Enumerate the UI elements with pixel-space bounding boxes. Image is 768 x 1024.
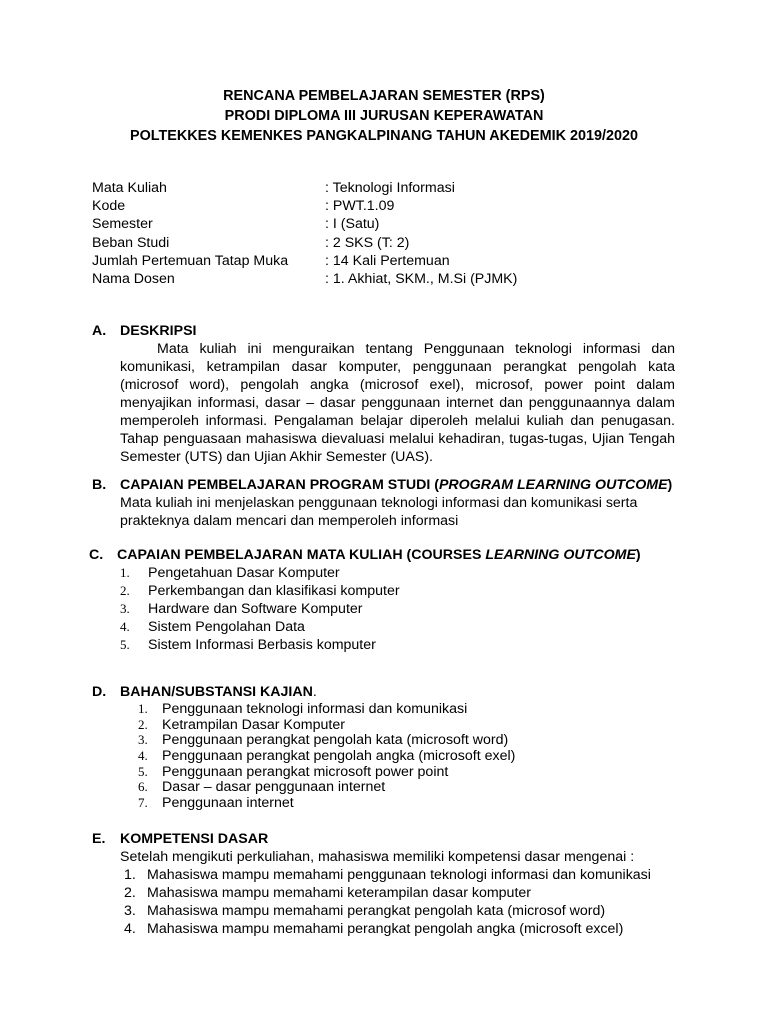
list-text: Hardware dan Software Komputer <box>148 600 363 617</box>
list-text: Penggunaan teknologi informasi dan komunikasi <box>162 701 468 717</box>
info-value: : 2 SKS (T: 2) <box>325 234 410 251</box>
info-label: Beban Studi <box>92 234 170 251</box>
info-row <box>92 179 517 197</box>
list-number: 3. <box>120 600 130 616</box>
list-item <box>120 600 400 618</box>
list-item <box>124 866 651 884</box>
list-text: Penggunaan perangkat pengolah kata (microsoft word) <box>162 732 509 749</box>
info-label: Jumlah Pertemuan Tatap Muka <box>92 252 289 269</box>
list-number: 1. <box>138 701 148 716</box>
list-item <box>124 884 651 902</box>
list-number: 2. <box>120 582 130 598</box>
list-item <box>138 731 515 747</box>
info-row <box>92 197 517 215</box>
list-text: Mahasiswa mampu memahami perangkat pengolah kata (microsof word) <box>147 902 606 919</box>
section-title: KOMPETENSI DASAR <box>120 831 269 847</box>
section-title-text: CAPAIAN PEMBELAJARAN PROGRAM STUDI ( <box>120 477 439 493</box>
info-row <box>92 234 517 252</box>
list-item <box>138 716 515 732</box>
list-number: 6. <box>138 779 148 795</box>
info-row <box>92 270 517 288</box>
section-letter: C. <box>89 547 104 563</box>
info-value: : 1. Akhiat, SKM., M.Si (PJMK) <box>325 270 518 287</box>
section-title-close: ) <box>635 547 641 563</box>
header-line-2: PRODI DIPLOMA III JURUSAN KEPERAWATAN <box>224 108 544 124</box>
section-a-heading <box>92 322 196 340</box>
info-label: Nama Dosen <box>92 270 175 287</box>
section-a-body: Mata kuliah ini menguraikan tentang Penggunaan teknologi informasi dan komunikasi, ketrampilan dasar komputer, penggunaan perangkat pengolah kata (microsof word), pengolah angka (microsof exel), microsof, power point dalam menyajikan informasi, dasar – dasar penggunaan internet dan penggunaannya dalam memperoleh informasi. Pengalaman belajar diperoleh melalui kuliah dan penugasan. Tahap penguasaan mahasiswa dievaluasi melalui kehadiran, tugas-tugas, Ujian Tengah Semester (UTS) dan Ujian Akhir Semester (UAS). <box>120 341 675 465</box>
list-item <box>138 700 515 716</box>
section-title-italic: LEARNING OUTCOME <box>485 547 636 563</box>
info-label: Semester <box>92 216 153 233</box>
info-row <box>92 215 517 233</box>
section-title-close: ) <box>667 477 673 493</box>
list-item <box>120 564 400 582</box>
list-item <box>120 636 400 654</box>
list-item <box>138 747 515 763</box>
list-text: Penggunaan perangkat pengolah angka (microsoft exel) <box>162 748 516 765</box>
list-text: Sistem Informasi Berbasis komputer <box>148 636 376 653</box>
list-number: 3. <box>124 902 136 919</box>
list-number: 7. <box>138 795 148 811</box>
section-letter: B. <box>92 477 107 493</box>
list-text: Pengetahuan Dasar Komputer <box>148 565 340 581</box>
info-value: : PWT.1.09 <box>325 198 395 215</box>
list-text: Penggunaan internet <box>162 795 294 812</box>
list-number: 2. <box>124 884 136 901</box>
section-d-list <box>138 700 515 810</box>
section-title-period: . <box>312 684 317 700</box>
section-letter: E. <box>92 831 106 847</box>
section-title <box>120 683 317 701</box>
section-title-text: BAHAN/SUBSTANSI KAJIAN <box>120 684 313 700</box>
list-item <box>124 920 651 938</box>
list-text: Penggunaan perangkat microsoft power point <box>162 763 449 780</box>
section-title-text: CAPAIAN PEMBELAJARAN MATA KULIAH (COURSES <box>117 547 486 563</box>
list-text: Perkembangan dan klasifikasi komputer <box>148 582 400 599</box>
list-number: 5. <box>120 636 130 652</box>
list-text: Sistem Pengolahan Data <box>148 618 305 635</box>
info-row <box>92 252 517 270</box>
list-text: Dasar – dasar penggunaan internet <box>162 779 386 796</box>
list-text: Mahasiswa mampu memahami keterampilan dasar komputer <box>147 884 532 901</box>
section-e-list <box>124 866 651 938</box>
section-b-heading <box>92 476 672 494</box>
list-text: Ketrampilan Dasar Komputer <box>162 716 345 733</box>
section-b-body: Mata kuliah ini menjelaskan penggunaan teknologi informasi dan komunikasi serta prakteknya dalam mencari dan memperoleh informasi <box>120 495 638 529</box>
section-title: DESKRIPSI <box>120 323 197 339</box>
info-label: Kode <box>92 198 126 215</box>
list-item <box>120 618 400 636</box>
section-title <box>117 546 641 564</box>
list-item <box>120 582 400 600</box>
section-d-heading <box>92 683 317 701</box>
list-item <box>124 902 651 920</box>
list-number: 4. <box>138 748 148 764</box>
course-info-table <box>92 179 517 288</box>
list-number: 5. <box>138 763 148 779</box>
section-c-heading <box>89 546 641 564</box>
section-letter: A. <box>92 323 107 339</box>
list-number: 4. <box>120 618 130 634</box>
section-e-intro: Setelah mengikuti perkuliahan, mahasiswa memiliki kompetensi dasar mengenai : <box>120 849 635 865</box>
section-e-heading <box>92 830 268 848</box>
list-number: 2. <box>138 716 148 732</box>
header-line-1: RENCANA PEMBELAJARAN SEMESTER (RPS) <box>223 88 545 104</box>
list-item <box>138 778 515 794</box>
list-number: 3. <box>138 732 148 748</box>
list-text: Mahasiswa mampu memahami penggunaan teknologi informasi dan komunikasi <box>147 867 651 883</box>
section-title <box>120 476 672 494</box>
section-c-list <box>120 564 400 653</box>
info-value: : 14 Kali Pertemuan <box>325 252 450 269</box>
info-label: Mata Kuliah <box>92 180 167 196</box>
header-line-3: POLTEKKES KEMENKES PANGKALPINANG TAHUN AKEDEMIK 2019/2020 <box>129 128 639 144</box>
section-title-italic: PROGRAM LEARNING OUTCOME <box>438 477 668 493</box>
document-header <box>0 86 768 146</box>
list-number: 1. <box>120 565 130 580</box>
list-item <box>138 794 515 810</box>
list-number: 1. <box>124 867 136 883</box>
section-letter: D. <box>92 684 107 700</box>
info-value: : Teknologi Informasi <box>325 180 455 196</box>
list-item <box>138 763 515 779</box>
list-text: Mahasiswa mampu memahami perangkat pengolah angka (microsoft excel) <box>147 920 624 937</box>
info-value: : I (Satu) <box>325 216 380 233</box>
list-number: 4. <box>124 920 136 937</box>
